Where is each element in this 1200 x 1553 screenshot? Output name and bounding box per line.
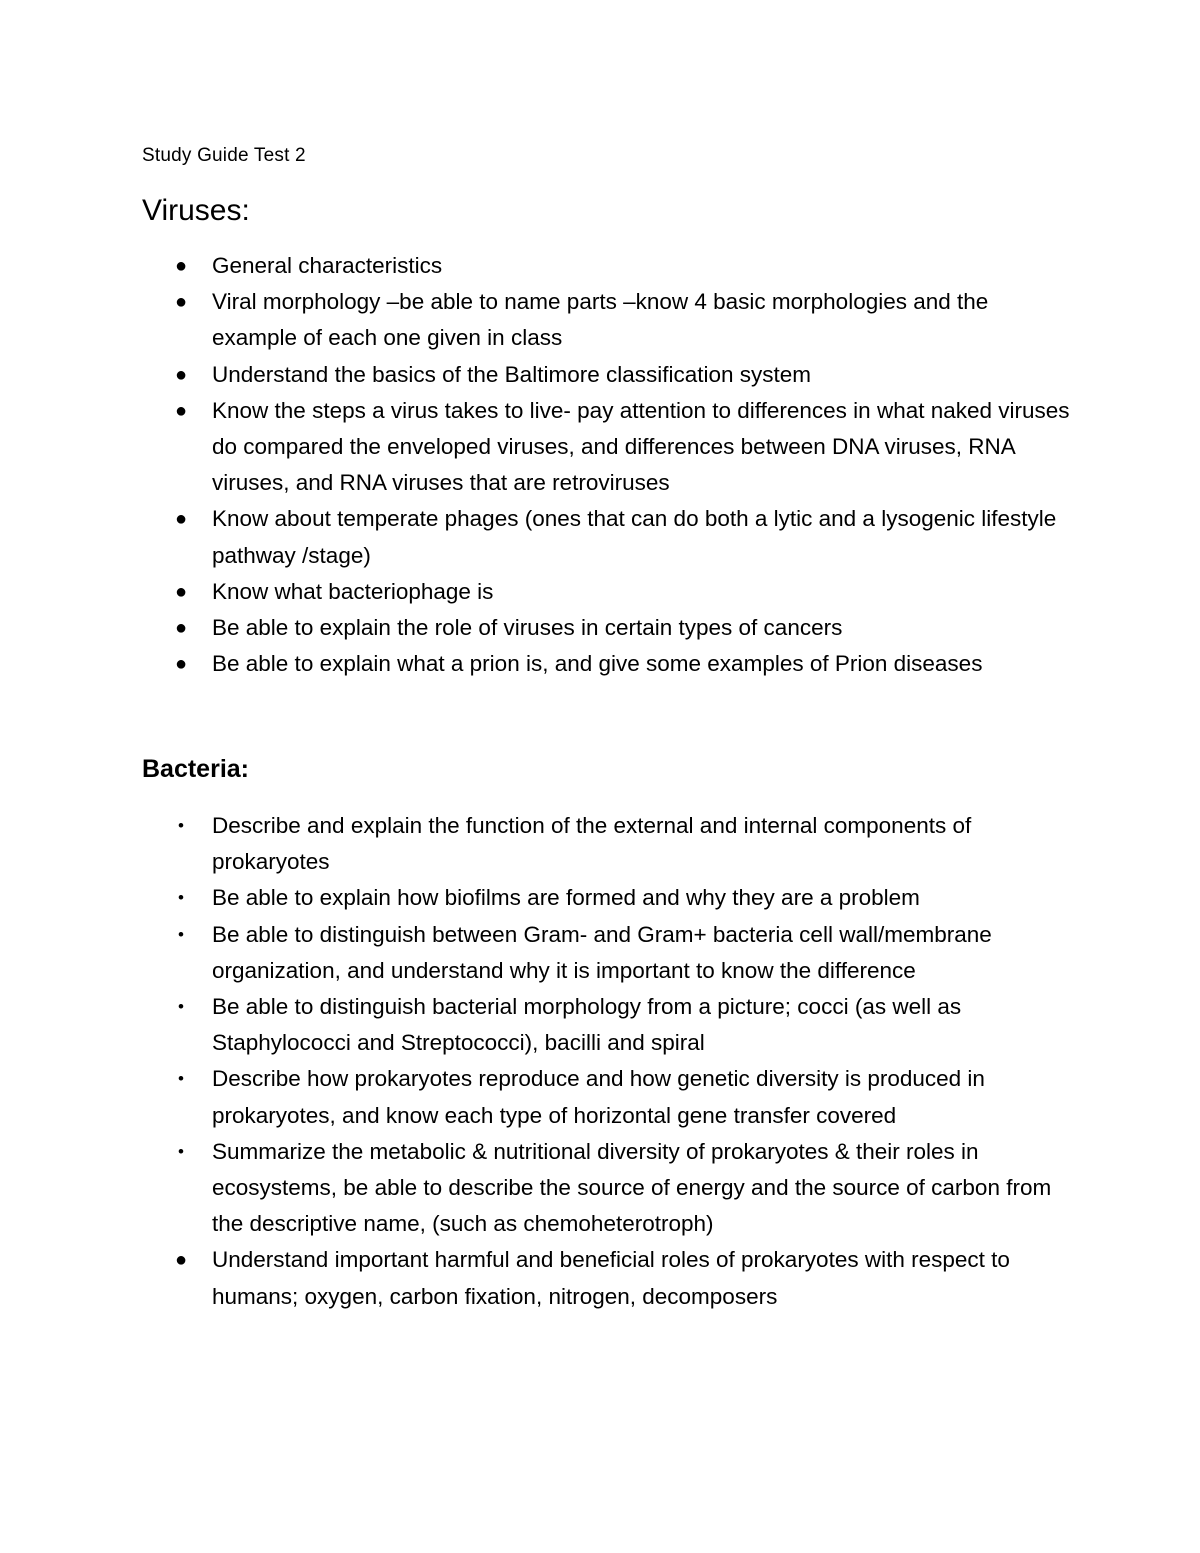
bullet-icon: • (178, 816, 184, 835)
bullet-icon: • (178, 1141, 184, 1161)
list-item (0, 610, 1072, 646)
list-item-text: Be able to distinguish between Gram- and Gram+ bacteria cell wall/membrane organization, and understand why it is important to know the difference (212, 921, 992, 983)
list-item-text: Be able to explain how biofilms are formed and why they are a problem (212, 885, 920, 911)
bacteria-list (0, 808, 1200, 1315)
bullet-icon: • (178, 924, 184, 944)
list-item-text: Know what bacteriophage is (212, 578, 494, 604)
bullet-icon: ● (174, 291, 188, 314)
list-item-text: Understand the basics of the Baltimore classification system (212, 361, 812, 387)
list-item (0, 248, 1072, 284)
bullet-icon: • (178, 888, 184, 908)
list-item-text: General characteristics (212, 253, 443, 278)
bullet-icon: ● (174, 255, 188, 277)
list-item-text: Be able to distinguish bacterial morphology from a picture; cocci (as well as Staphylococci and Streptococci), bacilli and spiral (212, 994, 962, 1056)
list-item (0, 284, 1072, 356)
list-item (0, 808, 1072, 880)
list-item-text: Describe and explain the function of the external and internal components of prokaryotes (212, 813, 972, 875)
list-item (0, 501, 1072, 573)
list-item-text: Be able to explain the role of viruses in certain types of cancers (212, 615, 843, 641)
document-title: Study Guide Test 2 (142, 145, 306, 166)
list-item-text: Describe how prokaryotes reproduce and how genetic diversity is produced in prokaryotes, and know each type of horizontal gene transfer covered (212, 1066, 985, 1128)
bullet-icon: ● (174, 399, 188, 422)
list-item (0, 1061, 1072, 1133)
list-item-text: Be able to explain what a prion is, and give some examples of Prion diseases (212, 651, 983, 677)
bullet-icon: • (178, 997, 184, 1017)
list-item (0, 880, 1072, 916)
bullet-icon: ● (174, 653, 188, 676)
list-item (0, 1134, 1072, 1243)
list-item (0, 1242, 1072, 1314)
bullet-icon: ● (174, 363, 188, 386)
list-item-text: Know the steps a virus takes to live- pay attention to differences in what naked viruses do compared the enveloped viruses, and differences between DNA viruses, RNA viruses, and RNA viruses that are retroviruses (212, 397, 1070, 496)
list-item-text: Summarize the metabolic & nutritional diversity of prokaryotes & their roles in ecosystems, be able to describe the source of energy and the source of carbon from the descriptive name, (such as chemoheterotroph) (212, 1138, 1052, 1237)
bacteria-heading: Bacteria: (142, 755, 249, 783)
list-item (0, 646, 1072, 682)
bullet-icon: ● (174, 617, 188, 640)
list-item (0, 917, 1072, 989)
list-item (0, 357, 1072, 393)
list-item (0, 989, 1072, 1061)
bullet-icon: • (178, 1069, 184, 1089)
list-item-text: Understand important harmful and beneficial roles of prokaryotes with respect to humans; oxygen, carbon fixation, nitrogen, decomposers (212, 1247, 1010, 1309)
bullet-icon: ● (174, 508, 188, 531)
list-item-text: Viral morphology –be able to name parts –know 4 basic morphologies and the example of each one given in class (212, 289, 989, 351)
list-item-text: Know about temperate phages (ones that can do both a lytic and a lysogenic lifestyle pathway /stage) (212, 506, 1057, 568)
viruses-heading: Viruses: (142, 194, 250, 227)
viruses-list (0, 248, 1200, 682)
list-item (0, 574, 1072, 610)
bullet-icon: ● (174, 1249, 188, 1272)
bullet-icon: ● (174, 580, 188, 603)
list-item (0, 393, 1072, 502)
